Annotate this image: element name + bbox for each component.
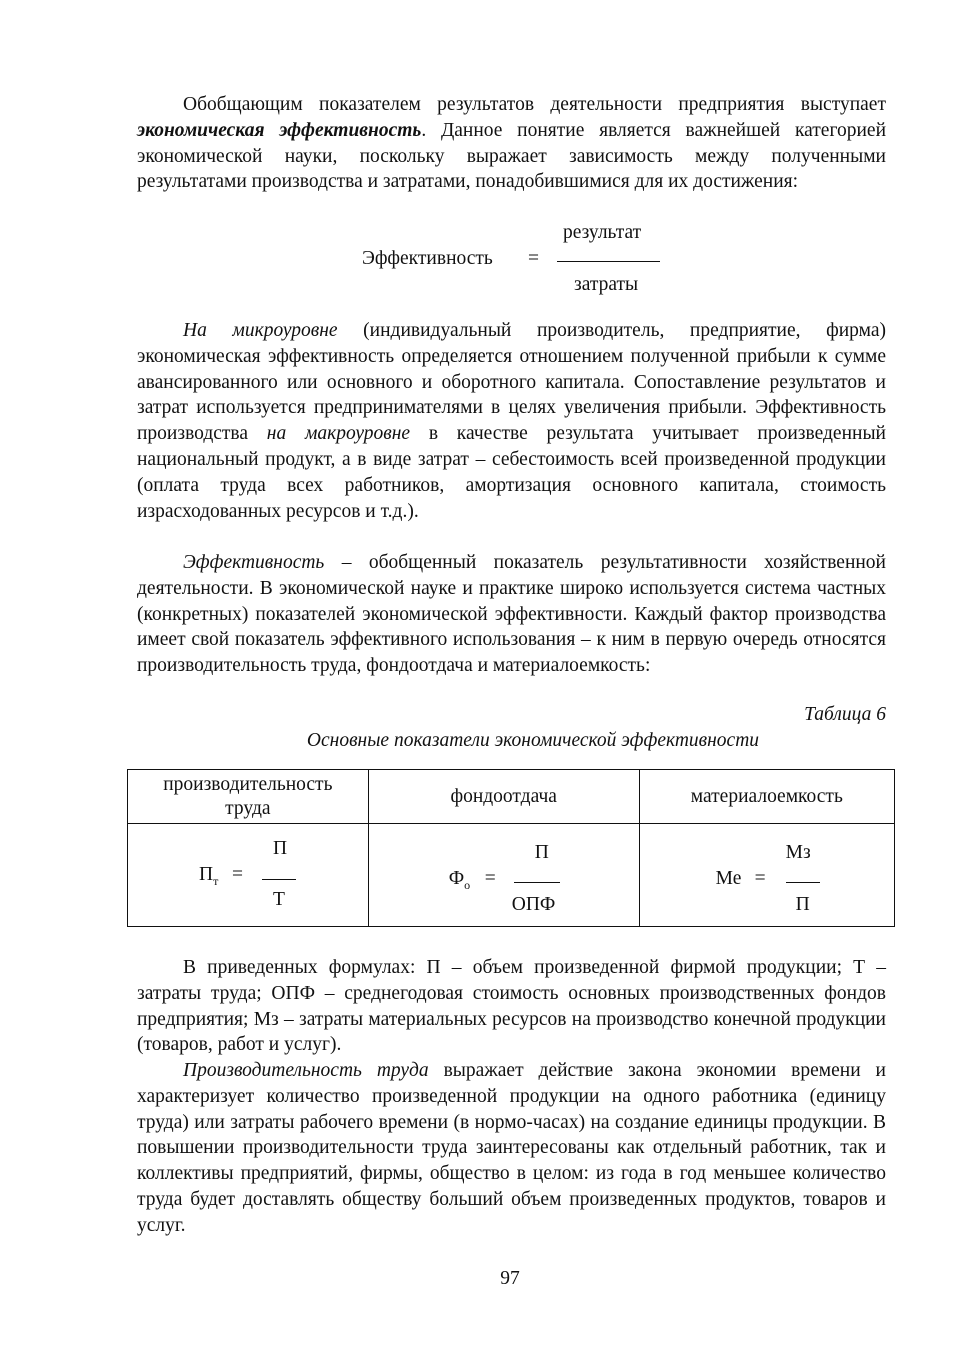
paragraph-micro-macro bbox=[137, 318, 886, 524]
term-macro-level: на макроуровне bbox=[266, 423, 411, 445]
table-title: Основные показатели экономической эффективности bbox=[306, 730, 760, 751]
formula-labor bbox=[128, 824, 368, 926]
paragraph-efficiency-text: – обобщенный показатель результативности хозяйственной деятельности. В экономической науке и практике широко используется система частных (конкретных) показателей экономической эффективности. Каждый фактор производства имеет свой показатель эффективного использования – к ним в первую очередь относятся производительность труда, фондоотдача и материалоемкость: bbox=[137, 552, 886, 677]
term-economic-efficiency: экономическая эффективность bbox=[137, 119, 422, 141]
formula-material-denominator: П bbox=[795, 894, 810, 915]
paragraph-intro-tail: . Данное понятие является важнейшей категорией экономической науки, поскольку выражает зависимость между полученными результатами производства и затратами, понадобившимися для их достижения: bbox=[137, 119, 887, 193]
formula-capital-equals: = bbox=[484, 868, 496, 889]
table-formula-row bbox=[128, 824, 895, 927]
cell-formula-material bbox=[639, 824, 894, 927]
formula-capital bbox=[369, 824, 639, 926]
table-label: Таблица 6 bbox=[804, 704, 886, 725]
fraction-bar bbox=[557, 261, 660, 262]
paragraph-labor-productivity-text: выражает действие закона экономии времени и характеризует количество произведенной продукции на одного работника (единицу труда) или затраты рабочего времени (в нормо-часах) на создание единицы продукции. В повышении производительности труда заинтересованы как отдельный работник, так и коллективы предприятий, фирмы, общество в целом: из года в год меньшее количество труда будет доставлять обществу больший объем произведенных продуктов, товаров и услуг. bbox=[137, 1060, 886, 1236]
formula-capital-subscript: о bbox=[464, 877, 471, 892]
cell-formula-labor bbox=[128, 824, 369, 927]
paragraph-macro-text: в качестве результата учитывает произведенный национальный продукт, а в виде затрат – себестоимость всей произведенной продукции (оплата труда всех работников, амортизация основного капитала, стоимость израсходованных ресурсов и т.д.). bbox=[137, 423, 886, 522]
paragraph-labor-productivity bbox=[137, 1058, 886, 1239]
formula-labor-subscript: т bbox=[213, 873, 219, 888]
paragraph-intro bbox=[137, 92, 886, 195]
formula-equals: = bbox=[528, 248, 539, 269]
formula-labor-numerator: П bbox=[273, 838, 288, 859]
term-efficiency: Эффективность bbox=[183, 552, 325, 573]
formula-labor-lhs bbox=[199, 864, 218, 889]
header-labor-productivity-text: производительность труда bbox=[163, 773, 333, 819]
cell-formula-capital bbox=[368, 824, 639, 927]
formula-capital-denominator: ОПФ bbox=[511, 894, 556, 915]
paragraph-efficiency-definition bbox=[137, 550, 886, 679]
paragraph-intro-lead: Обобщающим показателем результатов деятельности предприятия выступает bbox=[183, 94, 886, 115]
formula-numerator: результат bbox=[563, 222, 642, 243]
term-labor-productivity: Производительность труда bbox=[183, 1060, 429, 1081]
formula-capital-numerator: П bbox=[534, 842, 549, 863]
page-number: 97 bbox=[500, 1268, 520, 1289]
header-labor-productivity bbox=[128, 770, 369, 824]
term-micro-level: На микроуровне bbox=[183, 320, 338, 341]
formula-capital-lhs-symbol: Ф bbox=[448, 868, 465, 889]
formula-labor-lhs-symbol: П bbox=[199, 864, 214, 885]
paragraph-micro-text: (индивидуальный производитель, предприятие, фирма) экономическая эффективность определяется отношением полученной прибыли к сумме авансированного или основного и оборотного капитала. Сопоставление результатов и затрат используется предпринимателями в целях увеличения прибыли. Эффективность производства bbox=[137, 320, 886, 445]
formula-left: Эффективность bbox=[362, 248, 493, 269]
formula-denominator: затраты bbox=[574, 274, 639, 295]
formula-labor-denominator: Т bbox=[273, 889, 285, 910]
indicators-table bbox=[127, 769, 895, 927]
formula-capital-bar bbox=[514, 882, 560, 883]
header-material-intensity: материалоемкость bbox=[639, 770, 894, 824]
formula-material-bar bbox=[786, 882, 820, 883]
formula-labor-equals: = bbox=[232, 864, 243, 885]
formula-material-numerator: Мз bbox=[785, 842, 811, 863]
table-header-row bbox=[128, 770, 895, 824]
formula-material-equals: = bbox=[754, 868, 766, 889]
formula-material bbox=[640, 824, 894, 926]
header-capital-productivity: фондоотдача bbox=[368, 770, 639, 824]
paragraph-formula-legend: В приведенных формулах: П – объем произведенной фирмой продукции; Т – затраты труда; ОПФ – среднегодовая стоимость основных производственных фондов предприятия; Мз – затраты материальных ресурсов на производство конечной продукции (товаров, работ и услуг). bbox=[137, 957, 886, 1056]
formula-capital-lhs bbox=[449, 868, 470, 893]
formula-labor-bar bbox=[262, 879, 296, 880]
formula-material-lhs: Ме bbox=[715, 868, 742, 889]
